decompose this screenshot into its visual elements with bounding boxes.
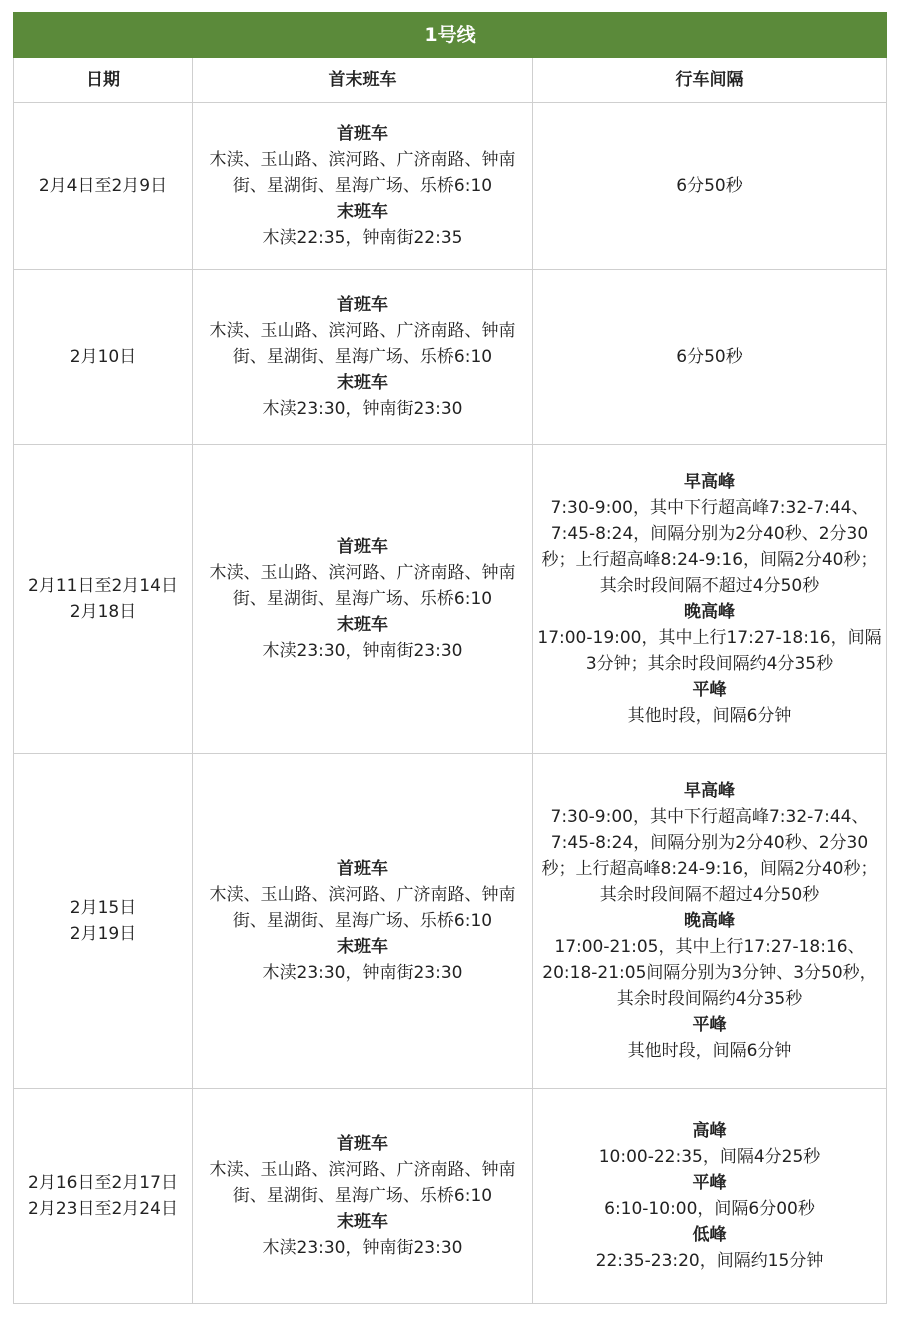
interval-line: 其余时段间隔不超过4分50秒 bbox=[599, 576, 820, 596]
first-last-cell bbox=[193, 445, 533, 754]
interval-label: 高峰 bbox=[692, 1121, 727, 1141]
interval-cell bbox=[533, 1089, 887, 1304]
interval-line: 秒；上行超高峰8:24-9:16，间隔2分40秒； bbox=[541, 859, 878, 879]
table-row bbox=[14, 1089, 887, 1304]
last-train-label: 末班车 bbox=[337, 202, 388, 222]
interval-label: 低峰 bbox=[692, 1225, 727, 1245]
interval-label: 平峰 bbox=[692, 1015, 727, 1035]
first-last-cell bbox=[193, 754, 533, 1089]
interval-line: 7:30-9:00，其中下行超高峰7:32-7:44、 bbox=[550, 807, 869, 827]
interval-cell bbox=[533, 270, 887, 445]
date-cell bbox=[14, 103, 193, 270]
first-train-line: 街、星湖街、星海广场、乐桥6:10 bbox=[232, 589, 493, 609]
schedule-table-container bbox=[13, 12, 886, 1304]
first-train-line: 街、星湖街、星海广场、乐桥6:10 bbox=[232, 911, 493, 931]
first-train-line: 街、星湖街、星海广场、乐桥6:10 bbox=[232, 176, 493, 196]
interval-label: 平峰 bbox=[692, 680, 727, 700]
first-train-label: 首班车 bbox=[337, 1134, 388, 1154]
first-train-label: 首班车 bbox=[337, 295, 388, 315]
last-train-text: 木渎22:35，钟南街22:35 bbox=[262, 228, 463, 248]
first-train-label: 首班车 bbox=[337, 859, 388, 879]
first-last-cell bbox=[193, 270, 533, 445]
interval-label: 晚高峰 bbox=[684, 911, 735, 931]
date-line: 2月4日至2月9日 bbox=[38, 176, 168, 196]
first-train-line: 木渎、玉山路、滨河路、广济南路、钟南 bbox=[209, 885, 516, 905]
interval-line: 10:00-22:35，间隔4分25秒 bbox=[598, 1147, 821, 1167]
interval-line: 7:30-9:00，其中下行超高峰7:32-7:44、 bbox=[550, 498, 869, 518]
last-train-text: 木渎23:30，钟南街23:30 bbox=[262, 399, 463, 419]
first-train-line: 木渎、玉山路、滨河路、广济南路、钟南 bbox=[209, 1160, 516, 1180]
table-row bbox=[14, 754, 887, 1089]
last-train-text: 木渎23:30，钟南街23:30 bbox=[262, 1238, 463, 1258]
header-first-last: 首末班车 bbox=[193, 58, 533, 103]
interval-line: 7:45-8:24，间隔分别为2分40秒、2分30 bbox=[550, 524, 869, 544]
date-line: 2月23日至2月24日 bbox=[28, 1199, 178, 1219]
date-cell bbox=[14, 270, 193, 445]
first-train-line: 木渎、玉山路、滨河路、广济南路、钟南 bbox=[209, 150, 516, 170]
interval-line: 其他时段，间隔6分钟 bbox=[627, 706, 792, 726]
last-train-label: 末班车 bbox=[337, 937, 388, 957]
header-interval: 行车间隔 bbox=[533, 58, 887, 103]
first-last-cell bbox=[193, 103, 533, 270]
first-train-line: 街、星湖街、星海广场、乐桥6:10 bbox=[232, 347, 493, 367]
line-title: 1号线 bbox=[14, 13, 887, 58]
date-cell bbox=[14, 445, 193, 754]
last-train-text: 木渎23:30，钟南街23:30 bbox=[262, 641, 463, 661]
interval-line: 其他时段，间隔6分钟 bbox=[627, 1041, 792, 1061]
date-cell bbox=[14, 754, 193, 1089]
first-train-line: 木渎、玉山路、滨河路、广济南路、钟南 bbox=[209, 563, 516, 583]
table-row bbox=[14, 270, 887, 445]
date-line: 2月10日 bbox=[69, 347, 137, 367]
interval-line: 秒；上行超高峰8:24-9:16，间隔2分40秒； bbox=[541, 550, 878, 570]
interval-line: 6分50秒 bbox=[676, 176, 743, 196]
date-line: 2月19日 bbox=[69, 924, 137, 944]
date-line: 2月11日至2月14日 bbox=[28, 576, 178, 596]
interval-line: 其余时段间隔不超过4分50秒 bbox=[599, 885, 820, 905]
first-train-label: 首班车 bbox=[337, 537, 388, 557]
first-train-line: 木渎、玉山路、滨河路、广济南路、钟南 bbox=[209, 321, 516, 341]
last-train-label: 末班车 bbox=[337, 373, 388, 393]
schedule-table bbox=[13, 12, 887, 1304]
table-title-row bbox=[14, 13, 887, 58]
date-line: 2月18日 bbox=[69, 602, 137, 622]
interval-line: 22:35-23:20，间隔约15分钟 bbox=[595, 1251, 824, 1271]
last-train-label: 末班车 bbox=[337, 615, 388, 635]
interval-cell bbox=[533, 754, 887, 1089]
first-train-line: 街、星湖街、星海广场、乐桥6:10 bbox=[232, 1186, 493, 1206]
interval-cell bbox=[533, 103, 887, 270]
interval-cell bbox=[533, 445, 887, 754]
interval-line: 3分钟；其余时段间隔约4分35秒 bbox=[585, 654, 834, 674]
interval-line: 7:45-8:24，间隔分别为2分40秒、2分30 bbox=[550, 833, 869, 853]
last-train-text: 木渎23:30，钟南街23:30 bbox=[262, 963, 463, 983]
table-row bbox=[14, 103, 887, 270]
interval-label: 早高峰 bbox=[684, 472, 735, 492]
date-cell bbox=[14, 1089, 193, 1304]
interval-label: 早高峰 bbox=[684, 781, 735, 801]
date-line: 2月16日至2月17日 bbox=[28, 1173, 178, 1193]
interval-line: 6:10-10:00，间隔6分00秒 bbox=[604, 1199, 815, 1219]
date-line: 2月15日 bbox=[69, 898, 137, 918]
interval-line: 6分50秒 bbox=[676, 347, 743, 367]
header-date: 日期 bbox=[14, 58, 193, 103]
interval-label: 晚高峰 bbox=[684, 602, 735, 622]
interval-line: 20:18-21:05间隔分别为3分钟、3分50秒， bbox=[542, 963, 877, 983]
table-row bbox=[14, 445, 887, 754]
first-last-cell bbox=[193, 1089, 533, 1304]
interval-line: 17:00-19:00，其中上行17:27-18:16，间隔 bbox=[537, 628, 882, 648]
interval-label: 平峰 bbox=[692, 1173, 727, 1193]
interval-line: 其余时段间隔约4分35秒 bbox=[616, 989, 803, 1009]
last-train-label: 末班车 bbox=[337, 1212, 388, 1232]
interval-line: 17:00-21:05，其中上行17:27-18:16、 bbox=[554, 937, 865, 957]
table-header-row bbox=[14, 58, 887, 103]
first-train-label: 首班车 bbox=[337, 124, 388, 144]
